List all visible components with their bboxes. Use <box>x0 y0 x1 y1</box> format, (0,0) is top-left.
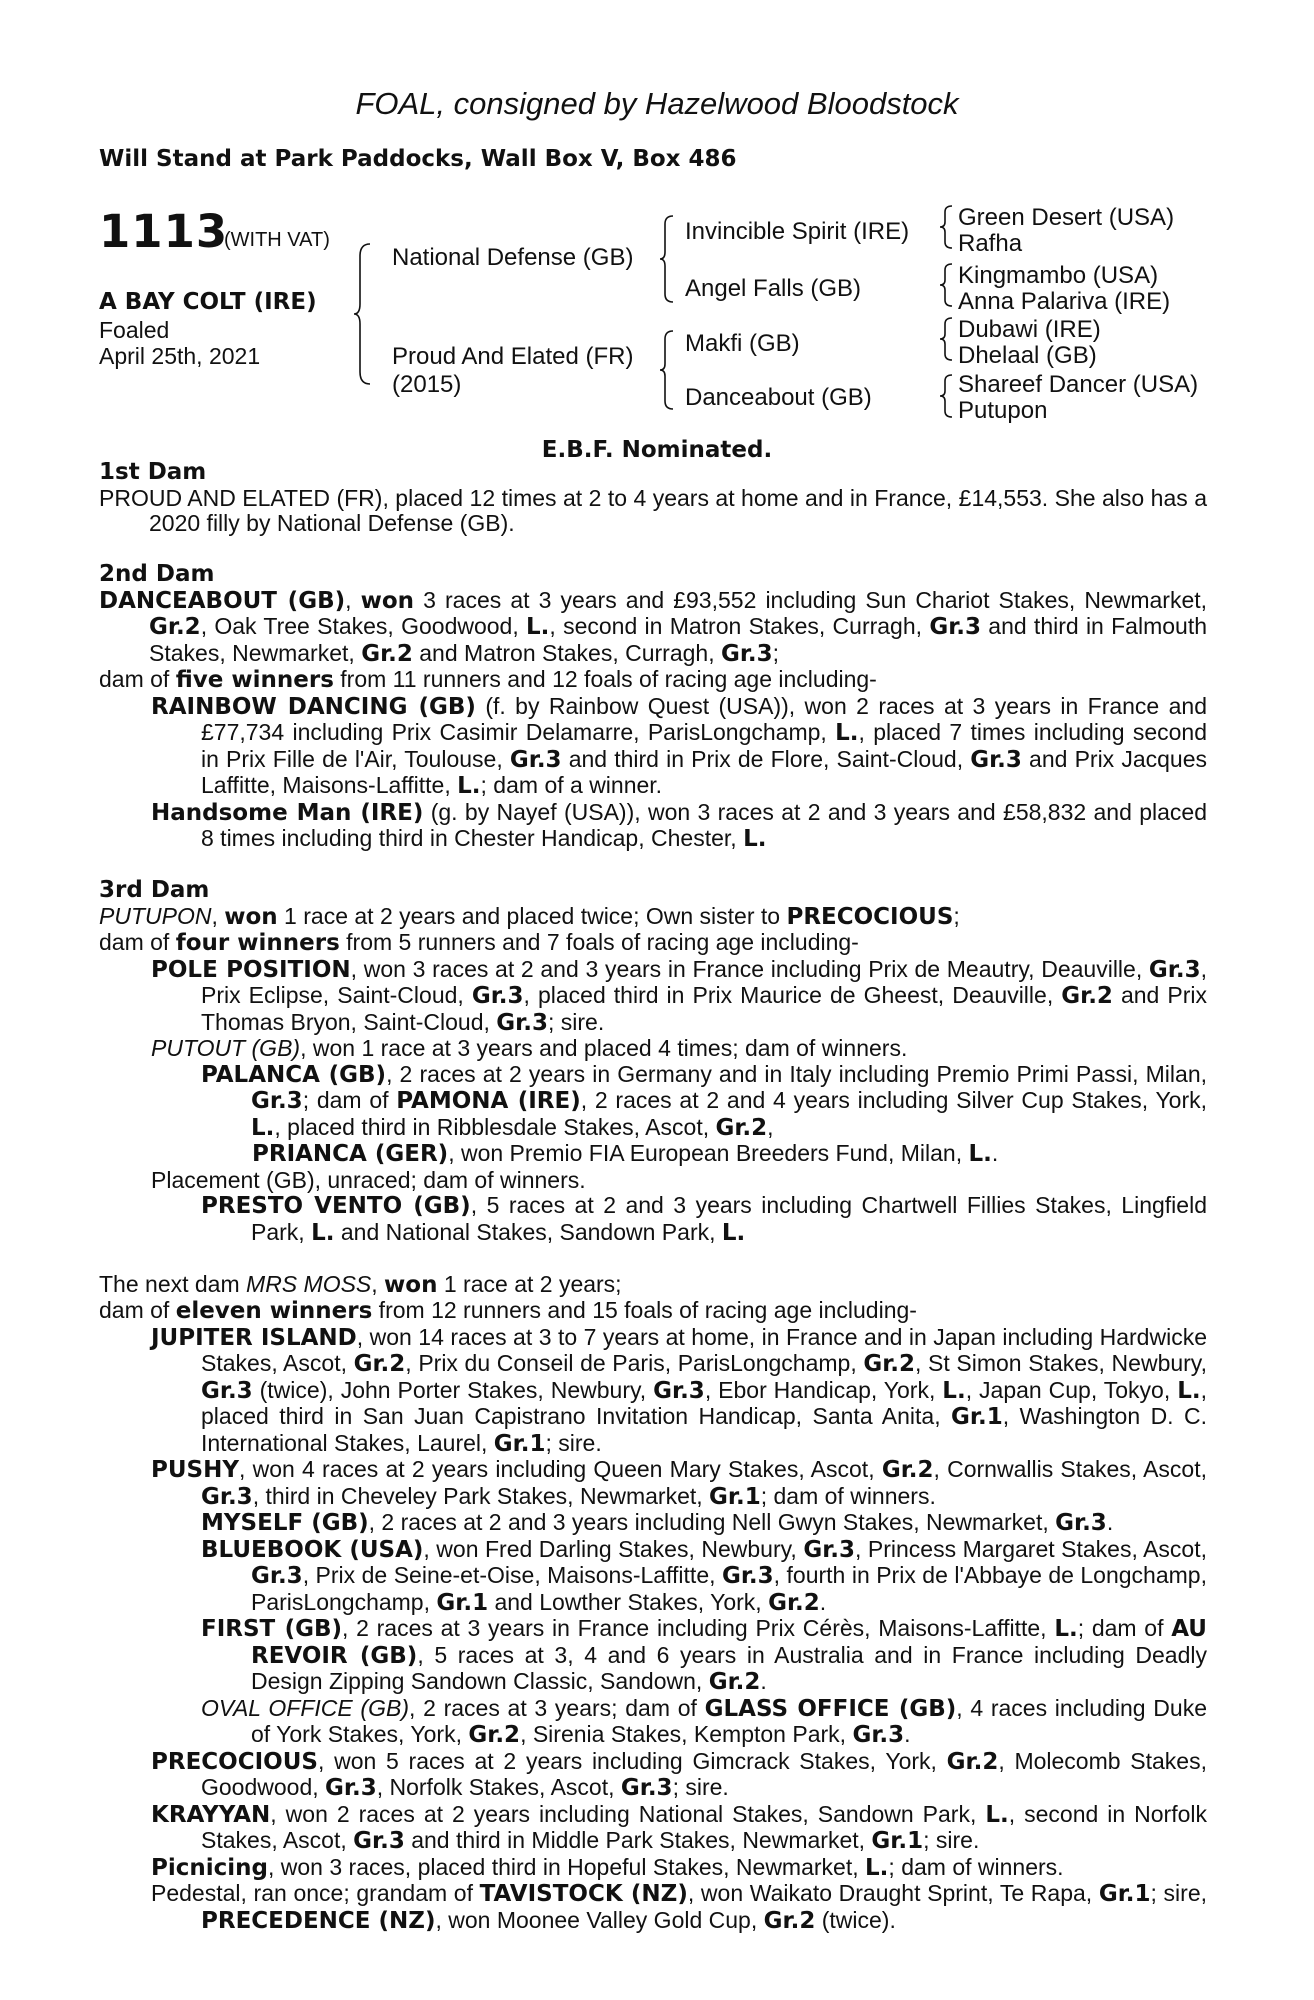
text-run: and Matron Stakes, Curragh, <box>412 639 721 666</box>
text-run: , 5 races at 3, 4 and 6 years in Australia and in France including Deadly Design Zipping Sandown Classic, Sandown, <box>251 1641 1207 1694</box>
bold-text: Gr.2 <box>708 1669 761 1695</box>
pedigree-dam-dam: Danceabout (GB) <box>685 384 872 411</box>
bold-text: L. <box>457 773 481 799</box>
bold-text: won <box>224 903 278 930</box>
text-run: ; sire, <box>1150 1880 1208 1906</box>
text-run: , won Premio FIA European Breeders Fund, Milan, <box>448 1140 969 1166</box>
text-run: from 11 runners and 12 foals of racing age including- <box>333 666 877 692</box>
bold-text: Gr.1 <box>436 1589 489 1616</box>
text-run: , placed third in San Juan Capistrano Invitation Handicap, Santa Anita, <box>201 1376 1207 1429</box>
produce-palanca <box>99 1062 1207 1142</box>
bold-text: Gr.2 <box>763 1907 816 1934</box>
bold-text: PRIANCA (GER) <box>252 1141 449 1167</box>
bold-text: Gr.2 <box>715 1114 768 1141</box>
produce-krayyan <box>99 1802 1207 1855</box>
pedigree-gen3-6: Dhelaal (GB) <box>958 342 1097 369</box>
bold-text: L. <box>743 826 767 852</box>
text-run: . <box>819 1588 827 1615</box>
bold-text: L. <box>865 1854 889 1881</box>
text-run: from 5 runners and 7 foals of racing age including- <box>339 929 859 955</box>
text-run: ; <box>772 639 780 666</box>
bold-text: DANCEABOUT (GB) <box>99 587 346 614</box>
produce-rainbow-dancing <box>99 694 1207 800</box>
bold-text: L. <box>835 720 859 746</box>
text-run: (twice), John Porter Stakes, Newbury, <box>252 1376 654 1403</box>
bold-text: PRECEDENCE (NZ) <box>201 1907 436 1934</box>
text-run: and third in Middle Park Stakes, Newmarket, <box>404 1827 872 1853</box>
text-run: , second in Matron Stakes, Curragh, <box>549 613 930 639</box>
text-run: , 5 races at 2 and 3 years including Chartwell Fillies Stakes, Lingfield Park, <box>251 1192 1207 1245</box>
first-dam-heading: 1st Dam <box>99 459 207 485</box>
text-run: , <box>767 1113 774 1140</box>
pedigree-gen3-3: Kingmambo (USA) <box>958 262 1159 289</box>
pedigree-brace-main <box>354 242 374 386</box>
text-run: , Sirenia Stakes, Kempton Park, <box>520 1721 853 1747</box>
italic-text: MRS MOSS <box>246 1270 372 1297</box>
bold-text: Gr.3 <box>1148 956 1201 983</box>
text-run: , placed third in Prix Maurice de Gheest, Deauville, <box>523 982 1062 1008</box>
bold-text: L. <box>721 1219 746 1246</box>
text-run: , Washington D. C. International Stakes, Laurel, <box>201 1403 1208 1456</box>
text-run: , Japan Cup, Tokyo, <box>965 1376 1178 1403</box>
text-run: ; <box>953 902 960 929</box>
produce-presto-vento <box>99 1193 1207 1246</box>
bold-text: Gr.1 <box>1098 1881 1151 1907</box>
pedigree-gen3-5: Dubawi (IRE) <box>958 316 1101 343</box>
text-run: , third in Cheveley Park Stakes, Newmarket, <box>252 1482 710 1509</box>
text-run: , Prix de Seine-et-Oise, Maisons-Laffitte, <box>302 1562 722 1588</box>
text-run: , won 3 races at 2 and 3 years in France including Prix de Meautry, Deauville, <box>350 955 1149 982</box>
pedigree-brace-g3 <box>940 316 954 362</box>
bold-text: TAVISTOCK (NZ) <box>479 1881 688 1907</box>
text-run: and Lowther Stakes, York, <box>488 1588 769 1615</box>
text-run: (twice). <box>815 1906 896 1933</box>
third-dam-produce-summary <box>99 930 1207 957</box>
pedigree-dam-sire: Makfi (GB) <box>685 330 800 357</box>
bold-text: RAINBOW DANCING (GB) <box>151 693 476 720</box>
bold-text: Gr.2 <box>361 640 413 667</box>
bold-text: L. <box>311 1219 335 1246</box>
bold-text: Gr.3 <box>251 1088 303 1114</box>
text-run: , <box>371 1270 385 1297</box>
bold-text: L. <box>526 614 550 640</box>
text-run: , St Simon Stakes, Newbury, <box>915 1350 1207 1376</box>
text-run: (f. by Rainbow Quest (USA)), won 2 races at 3 years in France and £77,734 including Prix Casimir Delamarre, ParisLongchamp, <box>201 692 1207 745</box>
horse-name: A BAY COLT (IRE) <box>99 289 317 315</box>
text-run: , <box>211 902 225 929</box>
produce-myself <box>99 1510 1207 1537</box>
bold-text: Gr.2 <box>149 614 201 640</box>
bold-text: Gr.2 <box>353 1351 406 1377</box>
foaled-date: April 25th, 2021 <box>99 343 261 369</box>
text-run: and National Stakes, Sandown Park, <box>334 1218 722 1245</box>
text-run: . <box>991 1140 999 1166</box>
bold-text: PUSHY <box>151 1457 240 1483</box>
bold-text: L. <box>1177 1377 1201 1404</box>
produce-handsome-man <box>99 800 1207 853</box>
bold-text: Gr.1 <box>871 1828 924 1854</box>
lot-number: 1113 <box>99 205 229 258</box>
produce-first <box>99 1616 1207 1696</box>
text-run: , won 3 races, placed third in Hopeful Stakes, Newmarket, <box>268 1853 866 1880</box>
pedigree-dam: Proud And Elated (FR) <box>392 343 634 370</box>
text-run: ; sire. <box>547 1008 605 1035</box>
vat-note: (WITH VAT) <box>224 229 330 251</box>
bold-text: Gr.3 <box>970 746 1022 773</box>
text-run: , second in Norfolk Stakes, Ascot, <box>201 1800 1207 1853</box>
bold-text: PRESTO VENTO (GB) <box>201 1193 471 1219</box>
bold-text: Gr.3 <box>201 1483 253 1510</box>
page-title: FOAL, consigned by Hazelwood Bloodstock <box>355 86 959 121</box>
bold-text: PRECOCIOUS <box>151 1748 318 1775</box>
text-run: Pedestal, ran once; grandam of <box>151 1880 480 1906</box>
bold-text: Gr.1 <box>951 1404 1003 1430</box>
bold-text: Gr.3 <box>721 1563 774 1589</box>
bold-text: Gr.2 <box>946 1748 999 1775</box>
text-run: , 4 races including Duke of York Stakes, York, <box>251 1694 1207 1747</box>
bold-text: L. <box>968 1141 992 1167</box>
pedigree-brace-dam <box>660 329 676 411</box>
bold-text: four winners <box>175 930 340 956</box>
text-run: 3 races at 3 years and £93,552 including Sun Chariot Stakes, Newmarket, <box>414 586 1208 613</box>
third-dam-heading: 3rd Dam <box>99 877 210 903</box>
text-run: . <box>1106 1509 1114 1535</box>
italic-text: PUTUPON <box>99 902 212 929</box>
produce-pushy <box>99 1457 1207 1510</box>
text-run: 1 race at 2 years; <box>437 1270 622 1297</box>
text-run: ; dam of winners. <box>888 1853 1064 1880</box>
bold-text: Picnicing <box>151 1854 268 1881</box>
text-run: ; sire. <box>923 1827 980 1853</box>
text-run: and third in Falmouth Stakes, Newmarket, <box>149 613 1207 666</box>
bold-text: Gr.2 <box>768 1589 820 1616</box>
pedigree-gen3-2: Rafha <box>958 230 1023 257</box>
bold-text: Gr.3 <box>201 1377 253 1404</box>
bold-text: Gr.3 <box>929 614 981 640</box>
text-run: , won 4 races at 2 years including Queen Mary Stakes, Ascot, <box>239 1456 882 1482</box>
text-run: . <box>760 1668 767 1694</box>
bold-text: Gr.3 <box>653 1377 705 1404</box>
pedigree-gen3-4: Anna Palariva (IRE) <box>958 288 1171 315</box>
text-run: , 2 races at 2 and 3 years including Nell Gwyn Stakes, Newmarket, <box>368 1509 1056 1535</box>
text-run: , won Waikato Draught Sprint, Te Rapa, <box>687 1880 1099 1906</box>
pedigree-dam-year: (2015) <box>392 371 462 398</box>
bold-text: POLE POSITION <box>151 956 351 983</box>
text-run: , Cornwallis Stakes, Ascot, <box>933 1456 1207 1482</box>
bold-text: L. <box>1054 1616 1078 1642</box>
text-run: ; dam of <box>1077 1615 1172 1641</box>
produce-placement: Placement (GB), unraced; dam of winners. <box>151 1166 586 1193</box>
next-dam-produce-summary <box>99 1298 1207 1325</box>
bold-text: Gr.2 <box>863 1351 916 1377</box>
text-run: , won Moonee Valley Gold Cup, <box>435 1906 764 1933</box>
text-run: , Prix du Conseil de Paris, ParisLongchamp, <box>405 1350 864 1376</box>
bold-text: Gr.2 <box>1061 983 1113 1009</box>
text-run: , won 5 races at 2 years including Gimcrack Stakes, York, <box>317 1747 947 1774</box>
bold-text: Gr.3 <box>471 983 524 1009</box>
text-run: , won Fred Darling Stakes, Newbury, <box>423 1535 804 1562</box>
italic-text: PUTOUT (GB) <box>151 1035 301 1061</box>
text-run: , Norfolk Stakes, Ascot, <box>376 1774 621 1800</box>
bold-text: Gr.3 <box>803 1536 855 1563</box>
bold-text: PRECOCIOUS <box>786 903 954 930</box>
bold-text: L. <box>942 1377 966 1404</box>
catalogue-body <box>99 460 1207 1934</box>
text-run: , Ebor Handicap, York, <box>704 1376 943 1403</box>
italic-text: OVAL OFFICE (GB) <box>201 1694 409 1721</box>
bold-text: KRAYYAN <box>151 1801 271 1828</box>
produce-precocious <box>99 1749 1207 1802</box>
third-dam-text <box>99 904 1207 931</box>
bold-text: five winners <box>175 667 334 693</box>
bold-text: Gr.3 <box>720 640 773 667</box>
text-run: The next dam <box>99 1270 247 1297</box>
bold-text: Gr.3 <box>496 1009 548 1036</box>
produce-pole-position <box>99 957 1207 1037</box>
bold-text: Gr.3 <box>852 1722 905 1748</box>
bold-text: Gr.3 <box>620 1775 673 1801</box>
text-run: and Prix Thomas Bryon, Saint-Cloud, <box>201 982 1208 1035</box>
text-run: dam of <box>99 1297 176 1323</box>
text-run: . <box>904 1721 911 1747</box>
bold-text: Gr.1 <box>709 1483 761 1510</box>
text-run: ; sire. <box>545 1429 602 1456</box>
text-run: ; dam of a winner. <box>480 772 663 798</box>
pedigree-brace-g1 <box>940 204 954 250</box>
text-run: , won 1 race at 3 years and placed 4 times; dam of winners. <box>300 1035 908 1061</box>
text-run: , placed 7 times including second in Prix Fille de l'Air, Toulouse, <box>201 719 1208 772</box>
foaled-label: Foaled <box>99 317 170 343</box>
bold-text: GLASS OFFICE (GB) <box>704 1695 957 1722</box>
foaled-info <box>99 317 260 369</box>
pedigree-brace-g4 <box>940 373 954 419</box>
pedigree-gen3-8: Putupon <box>958 397 1048 424</box>
produce-bluebook <box>99 1537 1207 1617</box>
bold-text: eleven winners <box>175 1298 373 1324</box>
bold-text: Gr.1 <box>493 1430 546 1457</box>
bold-text: Gr.3 <box>509 746 562 773</box>
pedigree-gen3-1: Green Desert (USA) <box>958 204 1175 231</box>
text-run: , Prix Eclipse, Saint-Cloud, <box>201 955 1207 1008</box>
bold-text: Handsome Man (IRE) <box>151 799 424 826</box>
text-run: , Molecomb Stakes, Goodwood, <box>201 1747 1207 1800</box>
bold-text: Gr.3 <box>1055 1510 1107 1536</box>
second-dam-heading: 2nd Dam <box>99 561 215 587</box>
ebf-nominated: E.B.F. Nominated. <box>541 437 773 463</box>
bold-text: PALANCA (GB) <box>201 1061 387 1088</box>
text-run: , fourth in Prix de l'Abbaye de Longchamp, ParisLongchamp, <box>251 1562 1207 1615</box>
bold-text: Gr.2 <box>468 1722 521 1748</box>
bold-text: MYSELF (GB) <box>201 1510 369 1536</box>
bold-text: Gr.3 <box>251 1563 303 1589</box>
pedigree-sire: National Defense (GB) <box>392 244 634 271</box>
second-dam-produce-summary <box>99 667 1207 694</box>
bold-text: FIRST (GB) <box>201 1616 343 1642</box>
text-run: and third in Prix de Flore, Saint-Cloud, <box>561 745 971 772</box>
produce-picnicing <box>99 1855 1207 1882</box>
bold-text: BLUEBOOK (USA) <box>201 1536 424 1563</box>
first-dam-text: PROUD AND ELATED (FR), placed 12 times at 2 to 4 years at home and in France, £14,553. She also has a 2020 filly by National Defense (GB). <box>99 484 1207 536</box>
text-run: , Oak Tree Stakes, Goodwood, <box>200 613 527 639</box>
bold-text: AU REVOIR (GB) <box>251 1616 1207 1669</box>
bold-text: JUPITER ISLAND <box>151 1324 357 1351</box>
text-run: ; sire. <box>672 1774 729 1800</box>
pedigree-brace-g2 <box>940 262 954 308</box>
text-run: , 2 races at 3 years; dam of <box>408 1694 705 1721</box>
bold-text: won <box>360 587 415 614</box>
text-run: , 2 races at 2 years in Germany and in Italy including Premio Primi Passi, Milan, <box>386 1060 1208 1087</box>
text-run: dam of <box>99 929 176 955</box>
text-run: , 2 races at 3 years in France including Prix Cérès, Maisons-Laffitte, <box>342 1615 1055 1641</box>
produce-jupiter-island <box>99 1325 1207 1458</box>
bold-text: Gr.3 <box>353 1828 405 1854</box>
bold-text: L. <box>985 1801 1009 1828</box>
text-run: , 2 races at 2 and 4 years including Silver Cup Stakes, York, <box>580 1087 1208 1113</box>
pedigree-gen3-7: Shareef Dancer (USA) <box>958 371 1199 398</box>
text-run: dam of <box>99 666 176 692</box>
text-run: ; dam of winners. <box>760 1482 936 1509</box>
bold-text: PAMONA (IRE) <box>396 1088 581 1114</box>
text-run: and Prix Jacques Laffitte, Maisons-Laffitte, <box>201 745 1207 798</box>
bold-text: Gr.2 <box>881 1457 934 1483</box>
pedigree-sire-sire: Invincible Spirit (IRE) <box>685 218 910 245</box>
next-dam-text <box>99 1272 1207 1299</box>
stand-location: Will Stand at Park Paddocks, Wall Box V, Box 486 <box>99 146 737 172</box>
text-run: , placed third in Ribblesdale Stakes, Ascot, <box>274 1113 716 1140</box>
text-run: , won 14 races at 3 to 7 years at home, in France and in Japan including Hardwicke Stakes, Ascot, <box>201 1323 1207 1376</box>
pedigree-brace-sire <box>660 214 676 304</box>
produce-oval-office <box>99 1696 1207 1749</box>
text-run: ; dam of <box>302 1087 397 1113</box>
second-dam-text: DANCEABOUT (GB), won 3 races at 3 years and £93,552 including Sun Chariot Stakes, Newmarket, Gr.2, Oak Tree Stakes, Goodwood, L., second in Matron Stakes, Curragh, Gr.3 and third in Falmouth Stakes, Newmarket, Gr.2 and Matron Stakes, Curragh, Gr.3; <box>99 586 1208 667</box>
pedigree-sire-dam: Angel Falls (GB) <box>685 275 862 302</box>
bold-text: Gr.3 <box>325 1775 377 1801</box>
text-run: from 12 runners and 15 foals of racing age including- <box>372 1297 917 1323</box>
text-run: , Princess Margaret Stakes, Ascot, <box>855 1535 1207 1562</box>
produce-putout <box>99 1036 1207 1062</box>
bold-text: won <box>384 1271 438 1298</box>
text-run: 1 race at 2 years and placed twice; Own sister to <box>277 902 787 929</box>
text-run: (g. by Nayef (USA)), won 3 races at 2 and 3 years and £58,832 and placed 8 times including third in Chester Handicap, Chester, <box>201 798 1207 851</box>
produce-pedestal <box>99 1881 1207 1934</box>
produce-prianca <box>99 1141 1207 1168</box>
text-run: , won 2 races at 2 years including National Stakes, Sandown Park, <box>270 1800 986 1827</box>
bold-text: L. <box>251 1114 275 1141</box>
